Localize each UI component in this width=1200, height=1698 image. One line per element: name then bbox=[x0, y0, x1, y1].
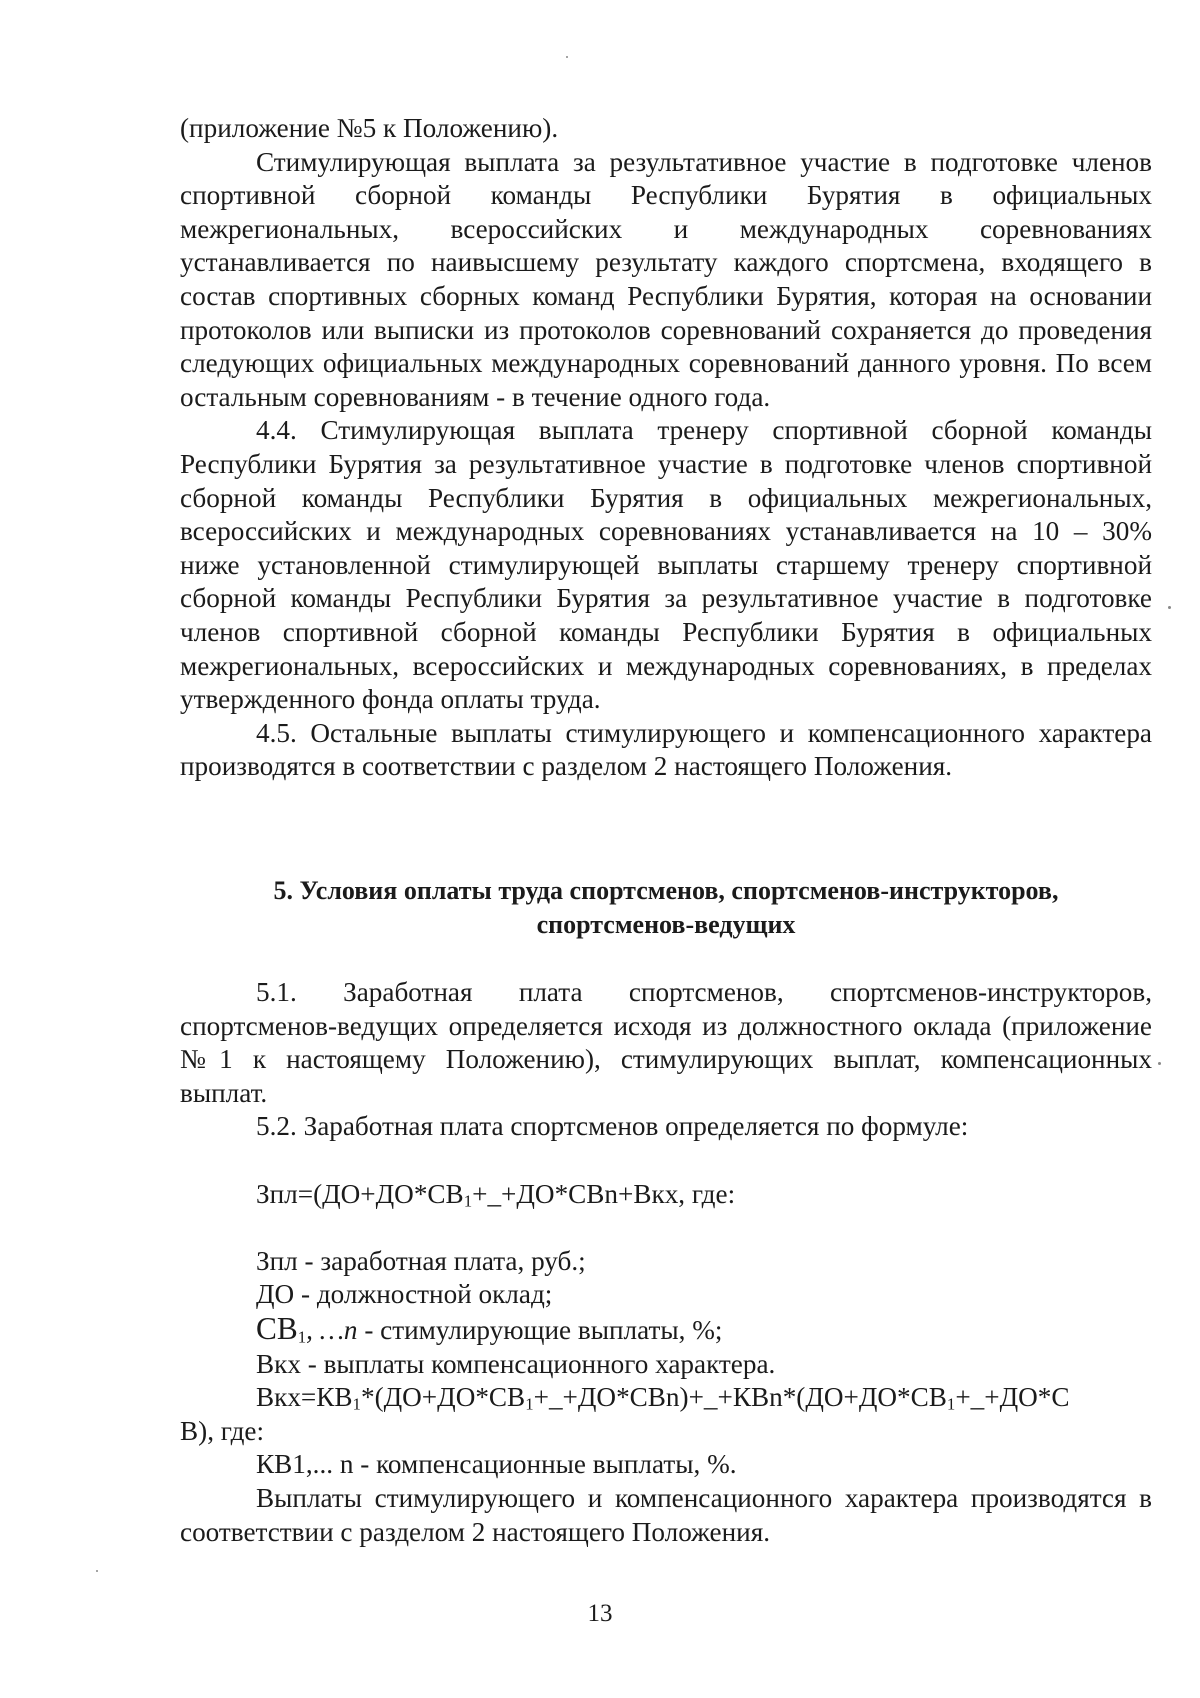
upper-text-block bbox=[180, 112, 1152, 784]
formula-compensation: Вкх=КВ1*(ДО+ДО*СВ1+_+ДО*СВn)+_+КВn*(ДО+ДО*СВ1+_+ДО*С bbox=[256, 1382, 1070, 1414]
paragraph-stimulating-payment: Стимулирующая выплата за результативное участие в подготовке членов спортивной сборной команды Республики Бурятия в официальных межрегиональных, всероссийских и международных соревнованиях устанавливается по наивысшему результату каждого спортсмена, входящего в состав спортивных сборных команд Республики Бурятия, которая на основании протоколов или выписки из протоколов соревнований сохраняется до проведения следующих официальных международных соревнований данного уровня. По всем остальным соревнованиям - в течение одного года. bbox=[180, 146, 1152, 412]
definition-do: ДО - должностной оклад; bbox=[256, 1279, 553, 1310]
appendix-reference-line: (приложение №5 к Положению). bbox=[180, 113, 559, 143]
scan-speck bbox=[96, 1570, 98, 1572]
paragraph-5-2: 5.2. Заработная плата спортсменов определяется по формуле: bbox=[256, 1111, 969, 1142]
definition-vkh: Вкх - выплаты компенсационного характера. bbox=[256, 1348, 776, 1379]
formula-salary: Зпл=(ДО+ДО*СВ1+_+ДО*СВn+Вкх, где: bbox=[256, 1178, 736, 1210]
scan-speck bbox=[566, 56, 568, 58]
lower-text-block bbox=[180, 976, 1152, 1549]
formula-compensation-continuation: В), где: bbox=[180, 1415, 265, 1446]
paragraph-4-5: 4.5. Остальные выплаты стимулирующего и компенсационного характера производятся в соответствии с разделом 2 настоящего Положения. bbox=[180, 717, 1152, 782]
definition-zpl: Зпл - заработная плата, руб.; bbox=[256, 1245, 586, 1276]
paragraph-4-4: 4.4. Стимулирующая выплата тренеру спортивной сборной команды Республики Бурятия за результативное участие в подготовке членов спортивной сборной команды Республики Бурятия в официальных межрегиональных, всероссийских и международных соревнованиях устанавливается на 10 – 30% ниже установленной стимулирующей выплаты старшему тренеру спортивной сборной команды Республики Бурятия за результативное участие в подготовке членов спортивной сборной команды Республики Бурятия в официальных межрегиональных, всероссийских и международных соревнованиях, в пределах утвержденного фонда оплаты труда. bbox=[180, 415, 1152, 715]
scan-speck bbox=[1158, 1062, 1161, 1065]
section-5-heading bbox=[180, 874, 1152, 942]
scan-speck bbox=[1168, 606, 1171, 609]
spacer bbox=[180, 1144, 1152, 1178]
paragraph-5-1: 5.1. Заработная плата спортсменов, спортсменов-инструкторов, спортсменов-ведущих определяется исходя из должностного оклада (приложение №1 к настоящему Положению), стимулирующих выплат, компенсационных выплат. bbox=[180, 977, 1152, 1108]
definition-sv: СВ1, …n - стимулирующие выплаты, %; bbox=[256, 1310, 723, 1347]
section-title-line2: спортсменов-ведущих bbox=[536, 910, 796, 939]
spacer bbox=[180, 1211, 1152, 1245]
section-title-line1: 5. Условия оплаты труда спортсменов, спортсменов-инструкторов, bbox=[273, 876, 1059, 905]
final-paragraph: Выплаты стимулирующего и компенсационного характера производятся в соответствии с разделом 2 настоящего Положения. bbox=[180, 1482, 1152, 1547]
definition-kv: КВ1,... n - компенсационные выплаты, %. bbox=[256, 1449, 737, 1480]
page-number: 13 bbox=[587, 1600, 613, 1627]
